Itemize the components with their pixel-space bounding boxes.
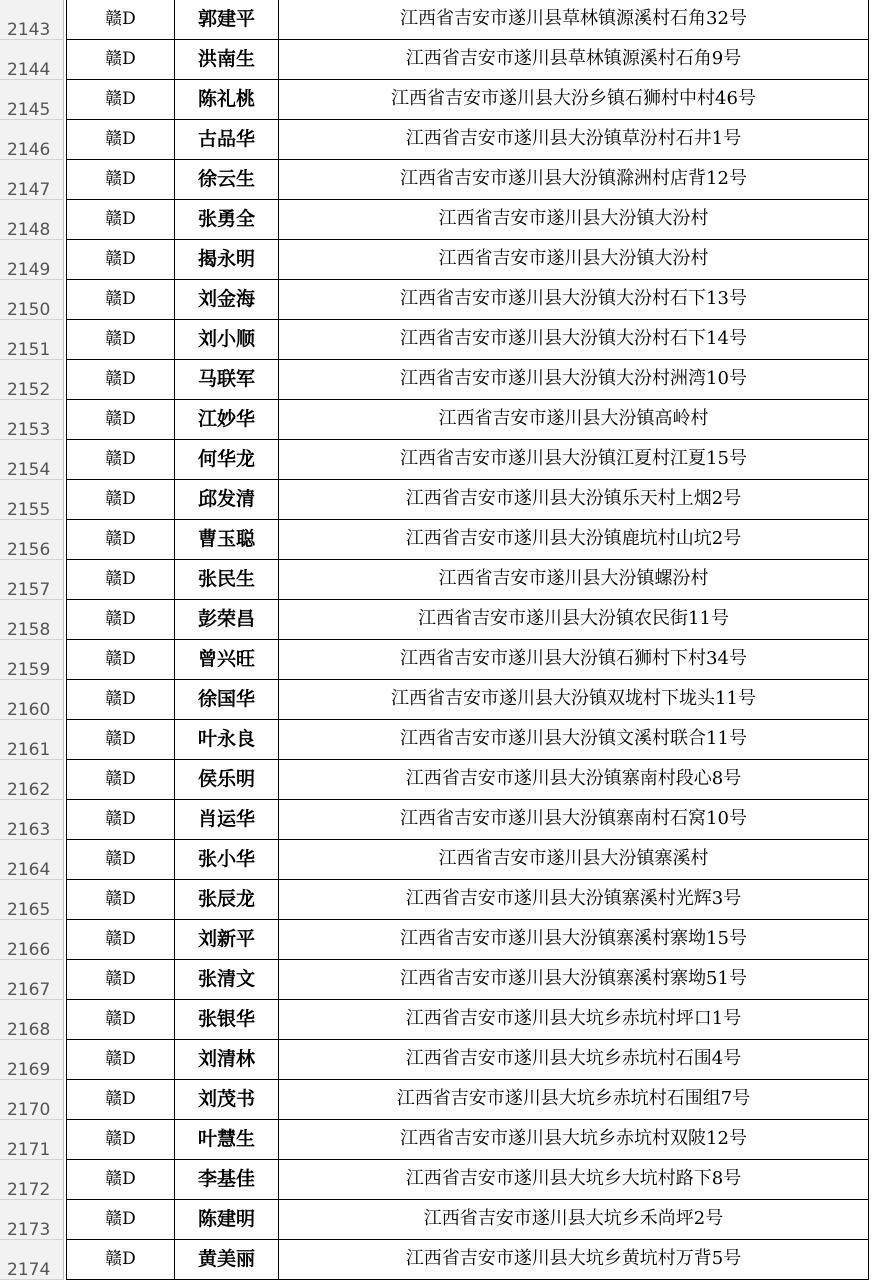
plate-prefix-cell[interactable]: 赣D bbox=[66, 160, 175, 200]
plate-prefix-cell[interactable]: 赣D bbox=[66, 840, 175, 880]
table-row bbox=[0, 0, 874, 40]
address-cell[interactable]: 江西省吉安市遂川县大汾镇大汾村石下14号 bbox=[279, 320, 869, 360]
address-cell[interactable]: 江西省吉安市遂川县大汾镇高岭村 bbox=[279, 400, 869, 440]
table-row bbox=[0, 720, 874, 760]
owner-name-cell[interactable]: 张银华 bbox=[175, 1000, 279, 1040]
owner-name-cell[interactable]: 邱发清 bbox=[175, 480, 279, 520]
owner-name-cell[interactable]: 张辰龙 bbox=[175, 880, 279, 920]
plate-prefix-cell[interactable]: 赣D bbox=[66, 40, 175, 80]
plate-prefix-cell[interactable]: 赣D bbox=[66, 440, 175, 480]
table-row bbox=[0, 1000, 874, 1040]
address-cell[interactable]: 江西省吉安市遂川县草林镇源溪村石角32号 bbox=[279, 0, 869, 40]
table-row bbox=[0, 40, 874, 80]
owner-name-cell[interactable]: 徐云生 bbox=[175, 160, 279, 200]
row-number-header[interactable]: 2163 bbox=[0, 800, 64, 840]
owner-name-cell[interactable]: 叶慧生 bbox=[175, 1120, 279, 1160]
owner-name-cell[interactable]: 刘清林 bbox=[175, 1040, 279, 1080]
owner-name-cell[interactable]: 张民生 bbox=[175, 560, 279, 600]
row-number-header[interactable]: 2165 bbox=[0, 880, 64, 920]
row-number-header[interactable]: 2151 bbox=[0, 320, 64, 360]
plate-prefix-cell[interactable]: 赣D bbox=[66, 960, 175, 1000]
owner-name-cell[interactable]: 曹玉聪 bbox=[175, 520, 279, 560]
owner-name-cell[interactable]: 侯乐明 bbox=[175, 760, 279, 800]
row-number-header[interactable]: 2146 bbox=[0, 120, 64, 160]
owner-name-cell[interactable]: 江妙华 bbox=[175, 400, 279, 440]
plate-prefix-cell[interactable]: 赣D bbox=[66, 800, 175, 840]
row-number-header[interactable]: 2166 bbox=[0, 920, 64, 960]
table-row bbox=[0, 1080, 874, 1120]
owner-name-cell[interactable]: 揭永明 bbox=[175, 240, 279, 280]
address-cell[interactable]: 江西省吉安市遂川县大汾镇文溪村联合11号 bbox=[279, 720, 869, 760]
plate-prefix-cell[interactable]: 赣D bbox=[66, 760, 175, 800]
plate-prefix-cell[interactable]: 赣D bbox=[66, 320, 175, 360]
owner-name-cell[interactable]: 叶永良 bbox=[175, 720, 279, 760]
plate-prefix-cell[interactable]: 赣D bbox=[66, 1160, 175, 1200]
row-number-header[interactable]: 2174 bbox=[0, 1240, 64, 1280]
plate-prefix-cell[interactable]: 赣D bbox=[66, 1000, 175, 1040]
table-row bbox=[0, 560, 874, 600]
table-row bbox=[0, 1040, 874, 1080]
table-row bbox=[0, 960, 874, 1000]
address-cell[interactable]: 江西省吉安市遂川县大汾镇大汾村洲湾10号 bbox=[279, 360, 869, 400]
address-cell[interactable]: 江西省吉安市遂川县大汾镇寨南村段心8号 bbox=[279, 760, 869, 800]
row-number-header[interactable]: 2155 bbox=[0, 480, 64, 520]
owner-name-cell[interactable]: 张清文 bbox=[175, 960, 279, 1000]
plate-prefix-cell[interactable]: 赣D bbox=[66, 560, 175, 600]
table-row bbox=[0, 800, 874, 840]
plate-prefix-cell[interactable]: 赣D bbox=[66, 280, 175, 320]
address-cell[interactable]: 江西省吉安市遂川县大汾镇滁洲村店背12号 bbox=[279, 160, 869, 200]
plate-prefix-cell[interactable]: 赣D bbox=[66, 520, 175, 560]
owner-name-cell[interactable]: 陈建明 bbox=[175, 1200, 279, 1240]
table-row bbox=[0, 680, 874, 720]
owner-name-cell[interactable]: 曾兴旺 bbox=[175, 640, 279, 680]
plate-prefix-cell[interactable]: 赣D bbox=[66, 920, 175, 960]
address-cell[interactable]: 江西省吉安市遂川县大汾镇大汾村 bbox=[279, 240, 869, 280]
row-number-header[interactable]: 2168 bbox=[0, 1000, 64, 1040]
address-cell[interactable]: 江西省吉安市遂川县大坑乡大坑村路下8号 bbox=[279, 1160, 869, 1200]
owner-name-cell[interactable]: 刘茂书 bbox=[175, 1080, 279, 1120]
owner-name-cell[interactable]: 刘小顺 bbox=[175, 320, 279, 360]
plate-prefix-cell[interactable]: 赣D bbox=[66, 1120, 175, 1160]
table-row bbox=[0, 1120, 874, 1160]
address-cell[interactable]: 江西省吉安市遂川县大坑乡赤坑村石围4号 bbox=[279, 1040, 869, 1080]
row-number-header[interactable]: 2164 bbox=[0, 840, 64, 880]
plate-prefix-cell[interactable]: 赣D bbox=[66, 640, 175, 680]
row-number-header[interactable]: 2158 bbox=[0, 600, 64, 640]
row-number-header[interactable]: 2144 bbox=[0, 40, 64, 80]
row-number-header[interactable]: 2161 bbox=[0, 720, 64, 760]
owner-name-cell[interactable]: 洪南生 bbox=[175, 40, 279, 80]
row-number-header[interactable]: 2157 bbox=[0, 560, 64, 600]
table-row bbox=[0, 280, 874, 320]
plate-prefix-cell[interactable]: 赣D bbox=[66, 1040, 175, 1080]
address-cell[interactable]: 江西省吉安市遂川县大汾镇鹿坑村山坑2号 bbox=[279, 520, 869, 560]
plate-prefix-cell[interactable]: 赣D bbox=[66, 680, 175, 720]
owner-name-cell[interactable]: 彭荣昌 bbox=[175, 600, 279, 640]
row-number-header[interactable]: 2154 bbox=[0, 440, 64, 480]
plate-prefix-cell[interactable]: 赣D bbox=[66, 400, 175, 440]
address-cell[interactable]: 江西省吉安市遂川县大汾镇草汾村石井1号 bbox=[279, 120, 869, 160]
row-number-header[interactable]: 2169 bbox=[0, 1040, 64, 1080]
address-cell[interactable]: 江西省吉安市遂川县大坑乡赤坑村坪口1号 bbox=[279, 1000, 869, 1040]
address-cell[interactable]: 江西省吉安市遂川县大汾镇石狮村下村34号 bbox=[279, 640, 869, 680]
plate-prefix-cell[interactable]: 赣D bbox=[66, 1200, 175, 1240]
row-number-header[interactable]: 2167 bbox=[0, 960, 64, 1000]
owner-name-cell[interactable]: 张小华 bbox=[175, 840, 279, 880]
plate-prefix-cell[interactable]: 赣D bbox=[66, 120, 175, 160]
address-cell[interactable]: 江西省吉安市遂川县大汾镇寨南村石窝10号 bbox=[279, 800, 869, 840]
row-number-header[interactable]: 2152 bbox=[0, 360, 64, 400]
table-row bbox=[0, 320, 874, 360]
row-number-header[interactable]: 2160 bbox=[0, 680, 64, 720]
address-cell[interactable]: 江西省吉安市遂川县大汾镇寨溪村寨坳15号 bbox=[279, 920, 869, 960]
owner-name-cell[interactable]: 张勇全 bbox=[175, 200, 279, 240]
table-row bbox=[0, 160, 874, 200]
plate-prefix-cell[interactable]: 赣D bbox=[66, 360, 175, 400]
owner-name-cell[interactable]: 刘金海 bbox=[175, 280, 279, 320]
row-number-header[interactable]: 2153 bbox=[0, 400, 64, 440]
owner-name-cell[interactable]: 李基佳 bbox=[175, 1160, 279, 1200]
address-cell[interactable]: 江西省吉安市遂川县大坑乡黄坑村万背5号 bbox=[279, 1240, 869, 1280]
row-number-header[interactable]: 2159 bbox=[0, 640, 64, 680]
row-number-header[interactable]: 2156 bbox=[0, 520, 64, 560]
table-row bbox=[0, 400, 874, 440]
plate-prefix-cell[interactable]: 赣D bbox=[66, 240, 175, 280]
address-cell[interactable]: 江西省吉安市遂川县大汾镇寨溪村 bbox=[279, 840, 869, 880]
row-number-header[interactable]: 2145 bbox=[0, 80, 64, 120]
address-cell[interactable]: 江西省吉安市遂川县大汾镇农民街11号 bbox=[279, 600, 869, 640]
table-row bbox=[0, 840, 874, 880]
table-row bbox=[0, 640, 874, 680]
address-cell[interactable]: 江西省吉安市遂川县大汾镇双垅村下垅头11号 bbox=[279, 680, 869, 720]
address-cell[interactable]: 江西省吉安市遂川县草林镇源溪村石角9号 bbox=[279, 40, 869, 80]
table-row bbox=[0, 80, 874, 120]
address-cell[interactable]: 江西省吉安市遂川县大坑乡赤坑村石围组7号 bbox=[279, 1080, 869, 1120]
table-row bbox=[0, 520, 874, 560]
row-number-header[interactable]: 2149 bbox=[0, 240, 64, 280]
table-row bbox=[0, 120, 874, 160]
table-row bbox=[0, 200, 874, 240]
plate-prefix-cell[interactable]: 赣D bbox=[66, 600, 175, 640]
owner-name-cell[interactable]: 郭建平 bbox=[175, 0, 279, 40]
table-row bbox=[0, 480, 874, 520]
address-cell[interactable]: 江西省吉安市遂川县大汾镇螺汾村 bbox=[279, 560, 869, 600]
sheet-bottom-edge bbox=[0, 1280, 874, 1284]
plate-prefix-cell[interactable]: 赣D bbox=[66, 1240, 175, 1280]
table-row bbox=[0, 600, 874, 640]
owner-name-cell[interactable]: 古品华 bbox=[175, 120, 279, 160]
plate-prefix-cell[interactable]: 赣D bbox=[66, 80, 175, 120]
plate-prefix-cell[interactable]: 赣D bbox=[66, 720, 175, 760]
sheet-right-edge bbox=[869, 0, 874, 1284]
table-row bbox=[0, 880, 874, 920]
table-row bbox=[0, 1200, 874, 1240]
owner-name-cell[interactable]: 肖运华 bbox=[175, 800, 279, 840]
plate-prefix-cell[interactable]: 赣D bbox=[66, 200, 175, 240]
row-number-header[interactable]: 2147 bbox=[0, 160, 64, 200]
row-number-header[interactable]: 2162 bbox=[0, 760, 64, 800]
row-number-header[interactable]: 2173 bbox=[0, 1200, 64, 1240]
row-number-header[interactable]: 2150 bbox=[0, 280, 64, 320]
table-row bbox=[0, 440, 874, 480]
address-cell[interactable]: 江西省吉安市遂川县大汾镇乐天村上烟2号 bbox=[279, 480, 869, 520]
address-cell[interactable]: 江西省吉安市遂川县大汾镇大汾村石下13号 bbox=[279, 280, 869, 320]
address-cell[interactable]: 江西省吉安市遂川县大坑乡赤坑村双陂12号 bbox=[279, 1120, 869, 1160]
table-row bbox=[0, 1160, 874, 1200]
owner-name-cell[interactable]: 何华龙 bbox=[175, 440, 279, 480]
plate-prefix-cell[interactable]: 赣D bbox=[66, 480, 175, 520]
plate-prefix-cell[interactable]: 赣D bbox=[66, 880, 175, 920]
owner-name-cell[interactable]: 陈礼桃 bbox=[175, 80, 279, 120]
owner-name-cell[interactable]: 马联军 bbox=[175, 360, 279, 400]
row-number-header[interactable]: 2170 bbox=[0, 1080, 64, 1120]
owner-name-cell[interactable]: 刘新平 bbox=[175, 920, 279, 960]
plate-prefix-cell[interactable]: 赣D bbox=[66, 0, 175, 40]
address-cell[interactable]: 江西省吉安市遂川县大汾镇寨溪村光辉3号 bbox=[279, 880, 869, 920]
address-cell[interactable]: 江西省吉安市遂川县大坑乡禾尚坪2号 bbox=[279, 1200, 869, 1240]
owner-name-cell[interactable]: 徐国华 bbox=[175, 680, 279, 720]
table-row bbox=[0, 240, 874, 280]
plate-prefix-cell[interactable]: 赣D bbox=[66, 1080, 175, 1120]
row-number-header[interactable]: 2172 bbox=[0, 1160, 64, 1200]
row-number-header[interactable]: 2148 bbox=[0, 200, 64, 240]
table-row bbox=[0, 920, 874, 960]
address-cell[interactable]: 江西省吉安市遂川县大汾镇江夏村江夏15号 bbox=[279, 440, 869, 480]
address-cell[interactable]: 江西省吉安市遂川县大汾乡镇石狮村中村46号 bbox=[279, 80, 869, 120]
table-row bbox=[0, 760, 874, 800]
table-row bbox=[0, 1240, 874, 1280]
row-number-header[interactable]: 2171 bbox=[0, 1120, 64, 1160]
address-cell[interactable]: 江西省吉安市遂川县大汾镇大汾村 bbox=[279, 200, 869, 240]
row-number-header[interactable]: 2143 bbox=[0, 0, 64, 40]
owner-name-cell[interactable]: 黄美丽 bbox=[175, 1240, 279, 1280]
table-row bbox=[0, 360, 874, 400]
address-cell[interactable]: 江西省吉安市遂川县大汾镇寨溪村寨坳51号 bbox=[279, 960, 869, 1000]
